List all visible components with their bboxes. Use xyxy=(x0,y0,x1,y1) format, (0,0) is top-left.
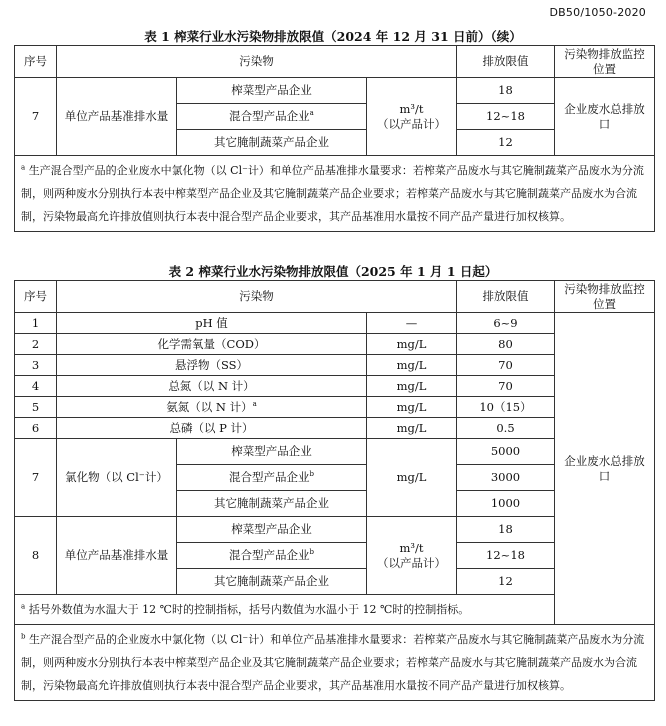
header-limit: 排放限值 xyxy=(457,46,555,78)
row-name: 氨氮（以 N 计）$^a$ xyxy=(57,397,367,418)
row-no: 7 xyxy=(15,78,57,156)
table2-note-b: $^b$ 生产混合型产品的企业废水中氯化物（以 Cl⁻计）和单位产品基准排水量要求：若榨菜产品废水与其它腌制蔬菜产品废水为分流制，则两种废水分别执行本表中榨菜型产品企业及其它腌制蔬菜产品企业要求；若榨菜产品废水与其它腌制蔬菜产品废水为合流制，污染物最高允许排放值则执行本表中混合型产品企业要求，其产品基准用水量按不同产品产量进行加权核算。 xyxy=(15,625,655,701)
unit: — xyxy=(367,313,457,334)
row-no: 8 xyxy=(15,517,57,595)
limit-value: 5000 xyxy=(457,439,555,465)
sub-label: 其它腌制蔬菜产品企业 xyxy=(177,491,367,517)
row-no: 2 xyxy=(15,334,57,355)
limit-value: 6~9 xyxy=(457,313,555,334)
row-no: 1 xyxy=(15,313,57,334)
unit: mg/L xyxy=(367,439,457,517)
limit-value: 10（15） xyxy=(457,397,555,418)
header-pollutant: 污染物 xyxy=(57,46,457,78)
sub-label: 榨菜型产品企业 xyxy=(177,439,367,465)
row-name: 总氮（以 N 计） xyxy=(57,376,367,397)
monitor-location: 企业废水总排放口 xyxy=(555,313,655,625)
row-name: 单位产品基准排水量 xyxy=(57,78,177,156)
footnote-mark: b xyxy=(309,548,314,557)
header-no: 序号 xyxy=(15,46,57,78)
sub-label: 混合型产品企业$^b$ xyxy=(177,465,367,491)
row-name: pH 值 xyxy=(57,313,367,334)
sub-label: 其它腌制蔬菜产品企业 xyxy=(177,569,367,595)
table2 xyxy=(14,280,655,701)
sub-label: 榨菜型产品企业 xyxy=(177,78,367,104)
footnote-mark: a xyxy=(252,399,257,408)
row-no: 5 xyxy=(15,397,57,418)
limit-value: 12~18 xyxy=(457,543,555,569)
header-no: 序号 xyxy=(15,281,57,313)
table1-title: 表 1 榨菜行业水污染物排放限值（2024 年 12 月 31 日前）（续） xyxy=(144,29,522,44)
row-name: 氯化物（以 Cl⁻计） xyxy=(57,439,177,517)
limit-value: 70 xyxy=(457,355,555,376)
row-name: 悬浮物（SS） xyxy=(57,355,367,376)
table2-note-a: $^a$ 括号外数值为水温大于 12 ℃时的控制指标，括号内数值为水温小于 12 ℃时的控制指标。 xyxy=(15,595,655,625)
limit-value: 70 xyxy=(457,376,555,397)
limit-value: 1000 xyxy=(457,491,555,517)
limit-value: 12~18 xyxy=(457,104,555,130)
unit: mg/L xyxy=(367,376,457,397)
row-no: 4 xyxy=(15,376,57,397)
unit: m³/t （以产品计） xyxy=(367,517,457,595)
limit-value: 18 xyxy=(457,517,555,543)
row-name: 化学需氧量（COD） xyxy=(57,334,367,355)
row-name: 总磷（以 P 计） xyxy=(57,418,367,439)
limit-value: 80 xyxy=(457,334,555,355)
unit: mg/L xyxy=(367,334,457,355)
limit-value: 3000 xyxy=(457,465,555,491)
limit-value: 12 xyxy=(457,569,555,595)
row-no: 6 xyxy=(15,418,57,439)
limit-value: 0.5 xyxy=(457,418,555,439)
unit: mg/L xyxy=(367,397,457,418)
footnote-mark: a xyxy=(309,109,314,118)
footnote-mark: b xyxy=(309,470,314,479)
unit: m³/t （以产品计） xyxy=(367,78,457,156)
table2-title: 表 2 榨菜行业水污染物排放限值（2025 年 1 月 1 日起） xyxy=(168,264,498,279)
row-no: 3 xyxy=(15,355,57,376)
row-name: 单位产品基准排水量 xyxy=(57,517,177,595)
sub-label: 混合型产品企业$^b$ xyxy=(177,543,367,569)
limit-value: 18 xyxy=(457,78,555,104)
sub-label: 其它腌制蔬菜产品企业 xyxy=(177,130,367,156)
row-no: 7 xyxy=(15,439,57,517)
standard-code: DB50/1050-2020 xyxy=(549,6,646,19)
table1-note: $^a$ 生产混合型产品的企业废水中氯化物（以 Cl⁻计）和单位产品基准排水量要求：若榨菜产品废水与其它腌制蔬菜产品废水为分流制，则两种废水分别执行本表中榨菜型产品企业及其它腌制蔬菜产品企业要求；若榨菜产品废水与其它腌制蔬菜产品废水为合流制，污染物最高允许排放值则执行本表中混合型产品企业要求，其产品基准用水量按不同产品产量进行加权核算。 xyxy=(15,156,655,232)
monitor-location: 企业废水总排放口 xyxy=(555,78,655,156)
table1 xyxy=(14,45,655,232)
header-pollutant: 污染物 xyxy=(57,281,457,313)
header-monitor: 污染物排放监控位置 xyxy=(555,46,655,78)
header-monitor: 污染物排放监控位置 xyxy=(555,281,655,313)
unit: mg/L xyxy=(367,355,457,376)
unit: mg/L xyxy=(367,418,457,439)
sub-label: 榨菜型产品企业 xyxy=(177,517,367,543)
header-limit: 排放限值 xyxy=(457,281,555,313)
limit-value: 12 xyxy=(457,130,555,156)
sub-label: 混合型产品企业$^a$ xyxy=(177,104,367,130)
